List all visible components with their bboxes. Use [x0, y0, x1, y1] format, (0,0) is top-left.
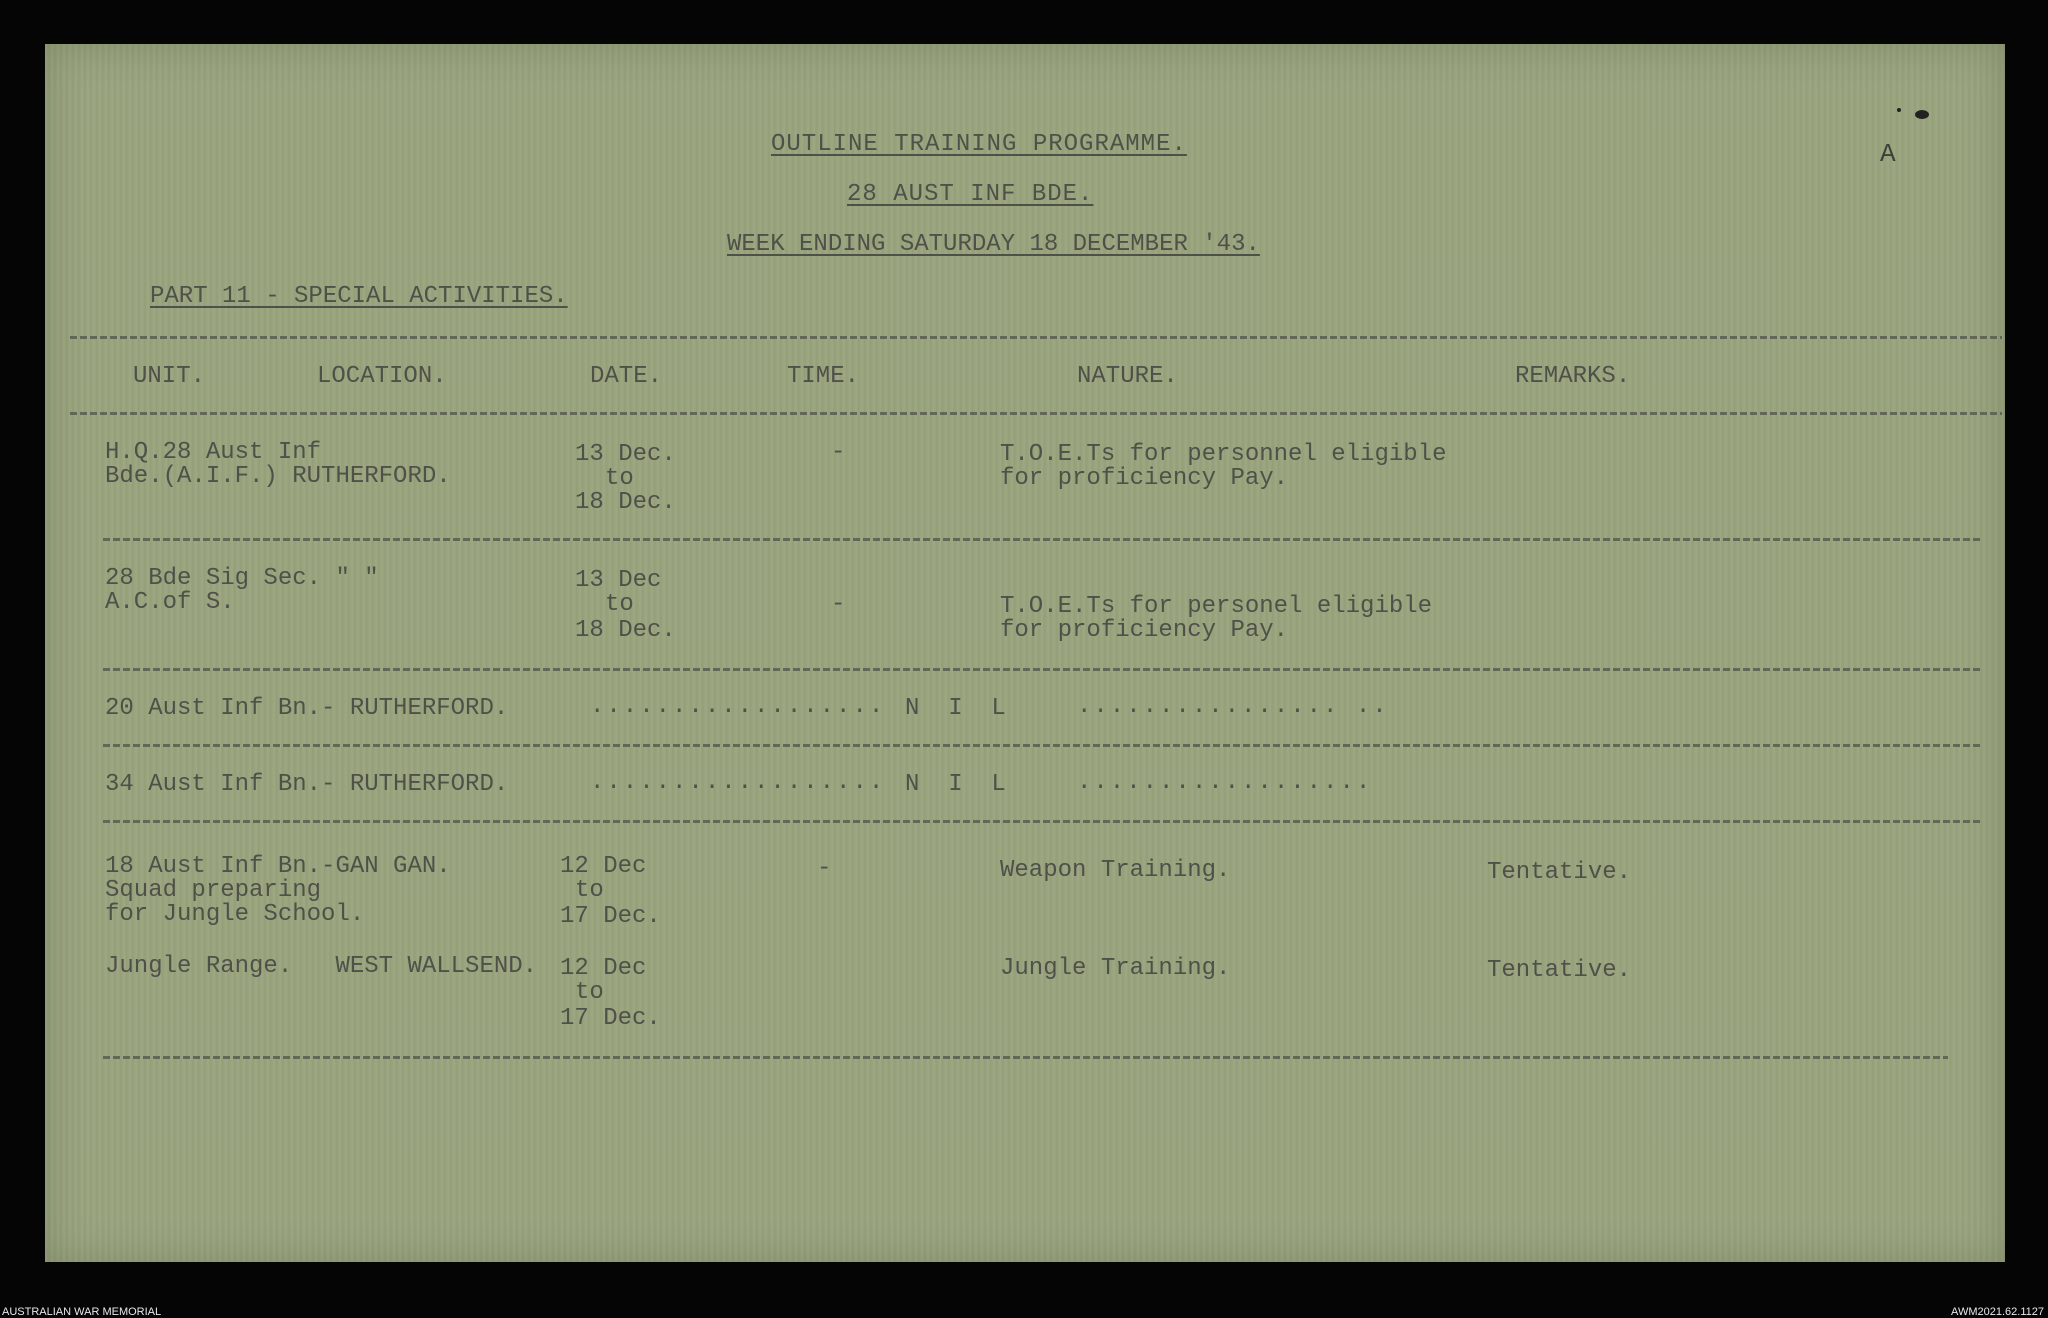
footer-accession-number: AWM2021.62.1127	[1951, 1306, 2044, 1318]
row-date-to: to	[575, 877, 604, 904]
row-unit-line: Squad preparing	[105, 877, 322, 904]
header-bottom-rule	[70, 412, 2002, 415]
row-divider	[103, 668, 1983, 671]
row-time: -	[817, 855, 832, 882]
header-top-rule	[70, 336, 2002, 339]
col-header-nature: NATURE.	[1077, 363, 1178, 390]
row-time: -	[831, 591, 846, 618]
row-time: -	[831, 439, 846, 466]
row-unit-line: Bde.(A.I.F.) RUTHERFORD.	[105, 463, 451, 490]
row-divider	[103, 538, 1983, 541]
footer-institution: AUSTRALIAN WAR MEMORIAL	[2, 1306, 162, 1318]
row-divider	[103, 820, 1983, 823]
col-header-date: DATE.	[590, 363, 663, 390]
part-heading: PART 11 - SPECIAL ACTIVITIES.	[150, 283, 568, 310]
table-bottom-rule	[103, 1056, 1948, 1059]
row-nature-line: Weapon Training.	[1000, 857, 1231, 884]
row-date-to: to	[605, 591, 634, 618]
row-divider	[103, 744, 1983, 747]
row-unit-line: 34 Aust Inf Bn.- RUTHERFORD.	[105, 771, 509, 798]
week-heading: WEEK ENDING SATURDAY 18 DECEMBER '43.	[727, 231, 1260, 258]
row-unit-line: for Jungle School.	[105, 901, 365, 928]
row-date-to: to	[605, 465, 634, 492]
row-nil: N I L	[905, 695, 1006, 722]
row-date-from: 12 Dec	[560, 853, 647, 880]
ink-speck	[1915, 110, 1929, 119]
row-date-until: 17 Dec.	[560, 903, 661, 930]
row-nil: N I L	[905, 771, 1006, 798]
col-header-time: TIME.	[787, 363, 860, 390]
row-dots-right: ..................	[1077, 769, 1373, 796]
row-date-until: 18 Dec.	[575, 617, 676, 644]
row-dots-left: ..................	[590, 769, 886, 796]
row-nature-line: for proficiency Pay.	[1000, 465, 1289, 492]
row-remarks: Tentative.	[1487, 859, 1632, 886]
row-nature-line: Jungle Training.	[1000, 955, 1231, 982]
row-nature-line: for proficiency Pay.	[1000, 617, 1289, 644]
document-sheet	[45, 44, 2005, 1262]
col-header-location: LOCATION.	[317, 363, 447, 390]
corner-mark: A	[1880, 139, 1896, 169]
brigade-heading: 28 AUST INF BDE.	[847, 181, 1094, 208]
row-unit-line: A.C.of S.	[105, 589, 235, 616]
row-date-from: 12 Dec	[560, 955, 647, 982]
row-unit-line: H.Q.28 Aust Inf	[105, 439, 322, 466]
row-date-until: 18 Dec.	[575, 489, 676, 516]
row-unit-line: Jungle Range. WEST WALLSEND.	[105, 953, 538, 980]
row-unit-line: 18 Aust Inf Bn.-GAN GAN.	[105, 853, 451, 880]
row-unit-line: 28 Bde Sig Sec. " "	[105, 565, 379, 592]
col-header-unit: UNIT.	[133, 363, 206, 390]
row-dots-left: ..................	[590, 693, 886, 720]
col-header-remarks: REMARKS.	[1515, 363, 1631, 390]
row-nature-line: T.O.E.Ts for personnel eligible	[1000, 441, 1447, 468]
row-date-to: to	[575, 979, 604, 1006]
document-title: OUTLINE TRAINING PROGRAMME.	[771, 131, 1187, 158]
row-date-from: 13 Dec	[575, 567, 662, 594]
row-dots-right: ................ ..	[1077, 693, 1389, 720]
row-date-until: 17 Dec.	[560, 1005, 661, 1032]
row-unit-line: 20 Aust Inf Bn.- RUTHERFORD.	[105, 695, 509, 722]
row-remarks: Tentative.	[1487, 957, 1632, 984]
row-date-from: 13 Dec.	[575, 441, 676, 468]
ink-speck	[1897, 108, 1901, 112]
row-nature-line: T.O.E.Ts for personel eligible	[1000, 593, 1433, 620]
